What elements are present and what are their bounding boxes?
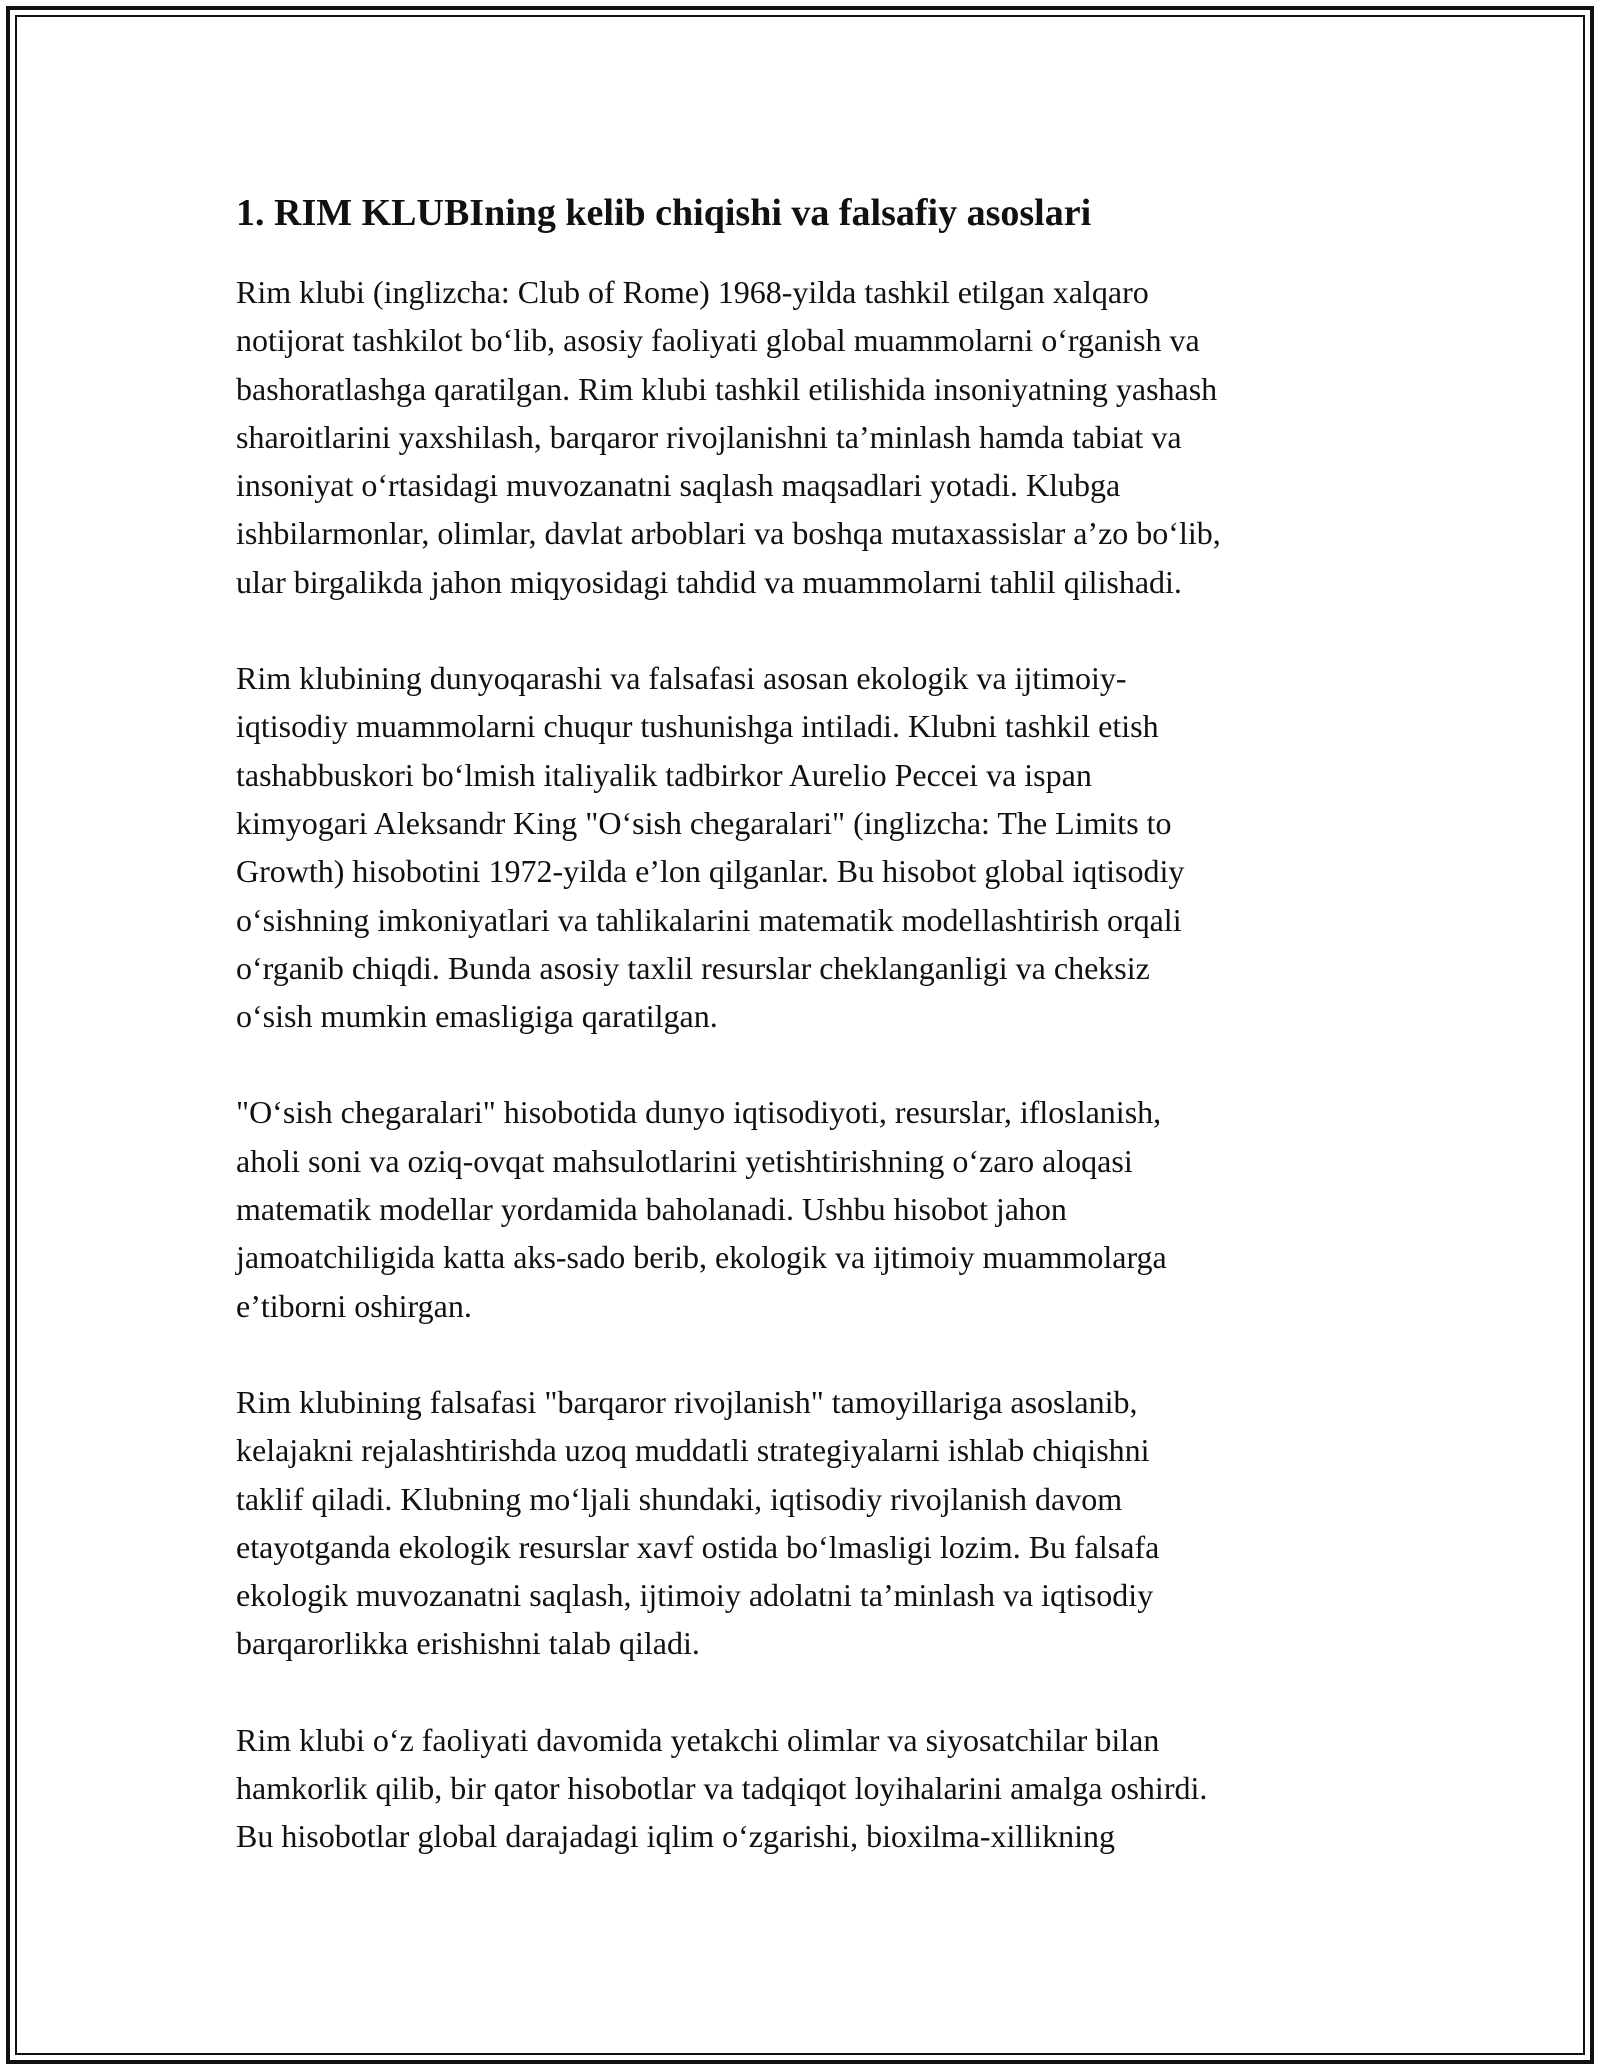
text-line: Growth) hisobotini 1972-yilda eʼlon qilganlar. Bu hisobot global iqtisodiy xyxy=(236,853,1185,890)
text-line: etayotganda ekologik resurslar xavf ostida boʻlmasligi lozim. Bu falsafa xyxy=(236,1528,1160,1565)
text-line: iqtisodiy muammolarni chuqur tushunishga intiladi. Klubni tashkil etish xyxy=(236,708,1159,745)
text-line: Rim klubining dunyoqarashi va falsafasi asosan ekologik va ijtimoiy- xyxy=(236,660,1127,697)
text-line: eʼtiborni oshirgan. xyxy=(236,1287,472,1324)
text-line: ular birgalikda jahon miqyosidagi tahdid va muammolarni tahlil qilishadi. xyxy=(236,563,1182,600)
text-line: notijorat tashkilot boʻlib, asosiy faoliyati global muammolarni oʻrganish va xyxy=(236,322,1200,359)
text-line: hamkorlik qilib, bir qator hisobotlar va tadqiqot loyihalarini amalga oshirdi. xyxy=(236,1770,1208,1807)
text-line: sharoitlarini yaxshilash, barqaror rivojlanishni taʼminlash hamda tabiat va xyxy=(236,418,1182,455)
text-line: oʻsishning imkoniyatlari va tahlikalarini matematik modellashtirish orqali xyxy=(236,901,1182,938)
document-body xyxy=(236,184,1376,1909)
text-line: "Oʻsish chegaralari" hisobotida dunyo iqtisodiyoti, resurslar, ifloslanish, xyxy=(236,1094,1162,1131)
text-line: ekologik muvozanatni saqlash, ijtimoiy adolatni taʼminlash va iqtisodiy xyxy=(236,1577,1154,1614)
text-line: bashoratlashga qaratilgan. Rim klubi tashkil etilishida insoniyatning yashash xyxy=(236,370,1218,407)
text-line: kimyogari Aleksandr King "Oʻsish chegaralari" (inglizcha: The Limits to xyxy=(236,804,1172,841)
paragraph-4 xyxy=(236,1378,1376,1668)
section-heading: 1. RIM KLUBIning kelib chiqishi va falsafiy asoslari xyxy=(236,192,1092,234)
text-line: insoniyat oʻrtasidagi muvozanatni saqlash maqsadlari yotadi. Klubga xyxy=(236,467,1121,504)
text-line: Rim klubining falsafasi "barqaror rivojlanish" tamoyillariga asoslanib, xyxy=(236,1383,1138,1420)
paragraph-2 xyxy=(236,654,1376,1040)
text-line: Bu hisobotlar global darajadagi iqlim oʻzgarishi, bioxilma-xillikning xyxy=(236,1818,1115,1855)
text-line: jamoatchiligida katta aks-sado berib, ekologik va ijtimoiy muammolarga xyxy=(236,1239,1167,1276)
paragraph-1 xyxy=(236,268,1376,606)
text-line: Rim klubi (inglizcha: Club of Rome) 1968-yilda tashkil etilgan xalqaro xyxy=(236,274,1149,310)
text-line: oʻsish mumkin emasligiga qaratilgan. xyxy=(236,998,718,1035)
text-line: taklif qiladi. Klubning moʻljali shundaki, iqtisodiy rivojlanish davom xyxy=(236,1480,1123,1517)
text-line: kelajakni rejalashtirishda uzoq muddatli strategiyalarni ishlab chiqishni xyxy=(236,1432,1150,1469)
text-line: tashabbuskori boʻlmish italiyalik tadbirkor Aurelio Peccei va ispan xyxy=(236,756,1092,793)
text-line: aholi soni va oziq-ovqat mahsulotlarini yetishtirishning oʻzaro aloqasi xyxy=(236,1142,1133,1179)
text-line: Rim klubi oʻz faoliyati davomida yetakchi olimlar va siyosatchilar bilan xyxy=(236,1721,1160,1758)
paragraph-3 xyxy=(236,1088,1376,1329)
text-line: ishbilarmonlar, olimlar, davlat arboblari va boshqa mutaxassislar aʼzo boʻlib, xyxy=(236,515,1221,552)
text-line: oʻrganib chiqdi. Bunda asosiy taxlil resurslar cheklanganligi va cheksiz xyxy=(236,949,1150,986)
text-line: barqarorlikka erishishni talab qiladi. xyxy=(236,1625,700,1662)
text-line: matematik modellar yordamida baholanadi. Ushbu hisobot jahon xyxy=(236,1191,1067,1228)
paragraph-5 xyxy=(236,1716,1376,1861)
